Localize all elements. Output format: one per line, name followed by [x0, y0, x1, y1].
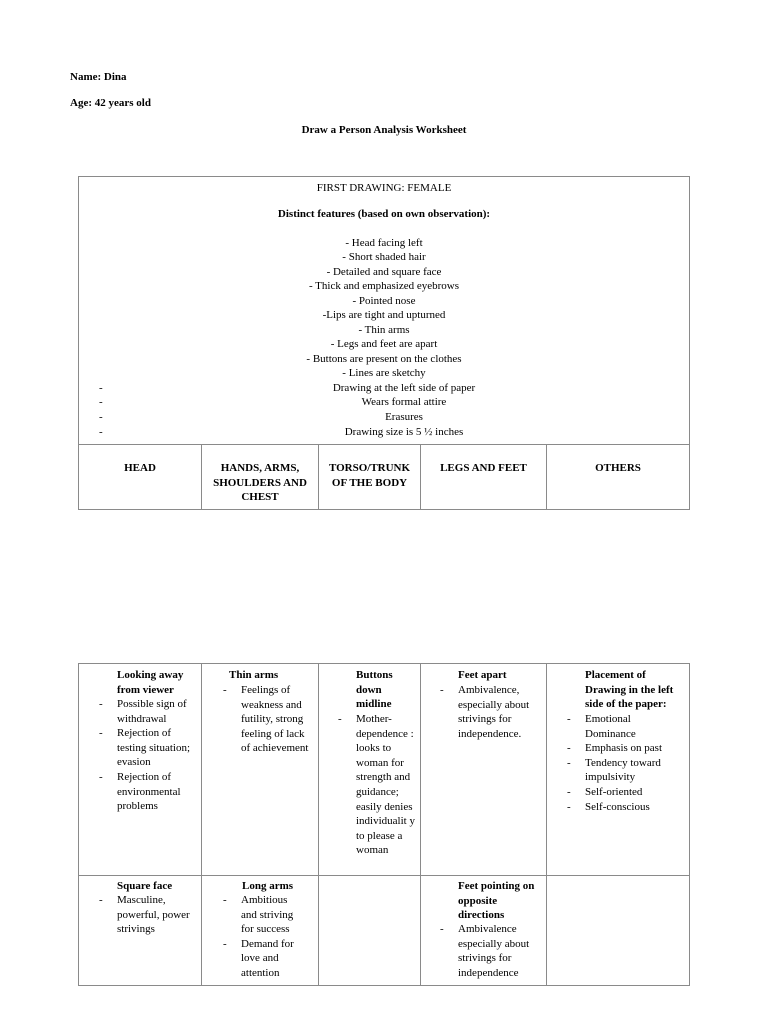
- cell-head: [79, 876, 202, 985]
- list-item: - Masculine, powerful, power strivings: [99, 893, 197, 937]
- cell-list: [338, 712, 420, 858]
- list-item: - Self-oriented: [567, 785, 677, 800]
- features-subheading: Distinct features (based on own observation):: [277, 208, 491, 220]
- column-header-arms: HANDS, ARMS, SHOULDERS AND CHEST: [202, 444, 319, 510]
- cell-title: Thin arms: [229, 669, 279, 681]
- cell-title: Square face: [117, 880, 173, 892]
- list-item: - Demand for love and attention: [223, 937, 301, 981]
- cell-title: Feet pointing on opposite directions: [458, 880, 535, 922]
- cell-arms: [202, 876, 319, 985]
- summary-table: [78, 176, 690, 510]
- list-item: - Ambivalence, especially about strivings for independence.: [440, 683, 540, 741]
- feature-item: - Thin arms: [358, 324, 410, 336]
- cell-list: [223, 683, 315, 756]
- list-item: - Ambivalence especially about strivings for independence: [440, 922, 540, 980]
- list-item: - Rejection of testing situation; evasion: [99, 726, 197, 770]
- dash-marker: -: [99, 382, 103, 394]
- cell-title: Looking away from viewer: [117, 669, 184, 696]
- summary-cell: [79, 177, 689, 445]
- column-header-head: HEAD: [79, 444, 202, 510]
- cell-torso: [319, 664, 421, 875]
- feature-item: - Legs and feet are apart: [330, 338, 438, 350]
- cell-head: [79, 664, 202, 875]
- cell-others: [547, 664, 689, 875]
- list-item: - Possible sign of withdrawal: [99, 697, 197, 726]
- feature-item: - Pointed nose: [352, 295, 416, 307]
- drawing-heading: FIRST DRAWING: FEMALE: [316, 182, 452, 194]
- column-header-legs: LEGS AND FEET: [421, 444, 547, 510]
- feature-item: - Short shaded hair: [342, 251, 426, 263]
- dash-marker: -: [99, 411, 103, 423]
- feature-text: Drawing size is 5 ½ inches: [344, 426, 464, 438]
- feature-item: - Lines are sketchy: [342, 367, 426, 379]
- cell-title: Buttons down midline: [356, 669, 393, 711]
- table-row: [79, 876, 689, 985]
- column-header-torso: TORSO/TRUNK OF THE BODY: [319, 444, 421, 510]
- feature-item: -Lips are tight and upturned: [322, 309, 446, 321]
- feature-item: - Buttons are present on the clothes: [306, 353, 462, 365]
- list-item: - Ambitious and striving for success: [223, 893, 301, 937]
- cell-list: [99, 893, 197, 937]
- dash-marker: -: [99, 396, 103, 408]
- cell-list: [440, 922, 540, 980]
- list-item: - Tendency toward impulsivity: [567, 756, 677, 785]
- table-row: [79, 664, 689, 876]
- feature-text: Erasures: [385, 411, 423, 423]
- age-line: Age: 42 years old: [70, 97, 151, 109]
- feature-item: - Thick and emphasized eyebrows: [308, 280, 460, 292]
- cell-list: [567, 712, 677, 814]
- feature-item: - Detailed and square face: [326, 266, 442, 278]
- cell-arms: [202, 664, 319, 875]
- feature-text: Wears formal attire: [361, 396, 447, 408]
- list-item: - Rejection of environmental problems: [99, 770, 197, 814]
- cell-legs: [421, 876, 547, 985]
- feature-text: Drawing at the left side of paper: [332, 382, 476, 394]
- analysis-table: [78, 663, 690, 986]
- name-line: Name: Dina: [70, 71, 127, 83]
- list-item: - Emotional Dominance: [567, 712, 677, 741]
- feature-item: - Head facing left: [345, 237, 423, 249]
- cell-title: Long arms: [242, 880, 294, 892]
- list-item: - Emphasis on past: [567, 741, 677, 756]
- list-item: - Mother-dependence : looks to woman for strength and guidance; easily denies individualit y to please a woman: [338, 712, 420, 858]
- cell-legs: [421, 664, 547, 875]
- page-title: Draw a Person Analysis Worksheet: [301, 124, 467, 136]
- dash-marker: -: [99, 426, 103, 438]
- cell-title: Feet apart: [458, 669, 507, 681]
- cell-list: [99, 697, 197, 814]
- column-header-others: OTHERS: [595, 462, 641, 474]
- cell-list: [223, 893, 301, 981]
- cell-title: Placement of Drawing in the left side of the paper:: [585, 669, 674, 711]
- cell-torso-empty: [319, 876, 421, 985]
- cell-list: [440, 683, 540, 741]
- list-item: - Feelings of weakness and futility, strong feeling of lack of achievement: [223, 683, 315, 756]
- cell-others-empty: [547, 876, 689, 985]
- list-item: - Self-conscious: [567, 800, 677, 815]
